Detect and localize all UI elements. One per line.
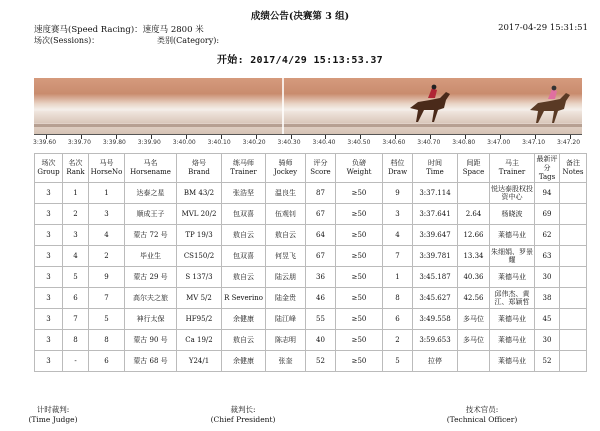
column-header [560, 154, 587, 183]
table-row [35, 351, 587, 372]
table-row [35, 246, 587, 267]
table-cell: 毕业生 [125, 246, 177, 267]
table-cell: 55 [306, 309, 336, 330]
column-header [266, 154, 306, 183]
table-header-row [35, 154, 587, 183]
table-cell: 52 [306, 351, 336, 372]
table-cell: ≥50 [336, 330, 383, 351]
table-cell: 3 [89, 204, 125, 225]
timeline-tick [242, 135, 266, 146]
table-cell: 3:59.653 [413, 330, 458, 351]
table-cell: 3 [63, 225, 89, 246]
table-cell: 67 [306, 204, 336, 225]
timeline-tick-label: 3:47.20 [557, 139, 581, 146]
column-header-en: Horsename [130, 168, 171, 176]
table-cell: 3 [35, 246, 63, 267]
table-cell: 1 [89, 183, 125, 204]
table-cell: 莱德马业 [490, 309, 535, 330]
table-cell [560, 330, 587, 351]
table-cell: 陈志明 [266, 330, 306, 351]
table-cell: 拉停 [413, 351, 458, 372]
timeline-tick [557, 135, 581, 146]
table-cell: 9 [383, 183, 413, 204]
column-header-cn: 马号 [99, 159, 114, 167]
table-cell [560, 288, 587, 309]
column-header-cn: 练马师 [233, 159, 254, 167]
table-cell: 莱德马业 [490, 225, 535, 246]
table-cell: 40.36 [458, 267, 490, 288]
second-horse-icon [524, 78, 574, 128]
column-header-cn: 档位 [390, 159, 405, 167]
timeline-tick [417, 135, 441, 146]
table-cell: 温良生 [266, 183, 306, 204]
table-cell: 余健康 [222, 309, 266, 330]
column-header-cn: 烙号 [192, 159, 206, 167]
table-cell: 3:39.647 [413, 225, 458, 246]
table-cell: ≥50 [336, 309, 383, 330]
column-header-en: Tags [538, 172, 556, 181]
table-row [35, 183, 587, 204]
table-cell [458, 183, 490, 204]
table-cell: 30 [535, 267, 560, 288]
photo-finish-image [34, 78, 582, 134]
table-cell: 63 [535, 246, 560, 267]
time-judge-signature [18, 405, 88, 424]
table-cell: 87 [306, 183, 336, 204]
column-header-cn: 负磅 [352, 159, 366, 167]
table-cell: 悦达泰股权投资中心 [490, 183, 535, 204]
table-cell: 蒙古 72 号 [125, 225, 177, 246]
table-cell: 3 [35, 309, 63, 330]
timeline-tick [312, 135, 336, 146]
report-title: 成绩公告(决赛第 3 组) [250, 11, 350, 22]
table-cell: 张浩坚 [222, 183, 266, 204]
table-cell: HF95/2 [177, 309, 222, 330]
tech-en: (Technical Officer) [446, 414, 518, 424]
table-cell: 45 [535, 309, 560, 330]
table-cell: 1 [383, 267, 413, 288]
column-header-cn: 间距 [466, 159, 481, 167]
table-cell: 8 [383, 288, 413, 309]
table-cell: 敖自云 [222, 225, 266, 246]
column-header [35, 154, 63, 183]
table-cell: 邱伟杰、黄江、郑颖哲 [490, 288, 535, 309]
timeline-tick-label: 3:40.00 [172, 139, 196, 146]
track-rail [34, 124, 582, 127]
chief-cn: 裁判长: [230, 405, 256, 414]
technical-officer-signature [432, 405, 532, 424]
track-surface [34, 111, 582, 123]
column-header-en: Draw [387, 168, 408, 176]
column-header-cn: 骑师 [278, 159, 293, 167]
table-row [35, 309, 587, 330]
table-cell: 包双喜 [222, 204, 266, 225]
table-cell: 8 [63, 330, 89, 351]
chief-en: (Chief President) [210, 414, 276, 424]
timeline-tick-label: 3:40.20 [242, 139, 266, 146]
results-table [34, 153, 587, 372]
table-cell: ≥50 [336, 204, 383, 225]
column-header [63, 154, 89, 183]
timeline-tick [102, 135, 126, 146]
table-cell: 8 [89, 330, 125, 351]
column-header [383, 154, 413, 183]
table-cell: 莱德马业 [490, 351, 535, 372]
timeline-tick [382, 135, 406, 146]
table-cell: 3:45.627 [413, 288, 458, 309]
table-cell: 3 [35, 183, 63, 204]
table-cell: 12.66 [458, 225, 490, 246]
table-cell: R Severino [222, 288, 266, 309]
table-row [35, 288, 587, 309]
table-cell: 蒙古 29 号 [125, 267, 177, 288]
table-cell: MVL 20/2 [177, 204, 222, 225]
column-header [222, 154, 266, 183]
table-row [35, 330, 587, 351]
table-cell: 13.34 [458, 246, 490, 267]
race-info: 速度赛马(Speed Racing)：速度马 2800 米 [34, 25, 204, 35]
table-row [35, 204, 587, 225]
table-cell: 42.56 [458, 288, 490, 309]
timeline-tick-label: 3:39.80 [102, 139, 126, 146]
timeline-tick [487, 135, 511, 146]
table-cell: 3:45.187 [413, 267, 458, 288]
timeline-tick-label: 3:39.90 [137, 139, 161, 146]
column-header-en: Rank [66, 168, 85, 176]
table-cell: ≥50 [336, 351, 383, 372]
table-cell: 9 [89, 267, 125, 288]
table-cell: 3 [35, 351, 63, 372]
timeline-tick-label: 3:47.00 [487, 139, 511, 146]
table-cell: 69 [535, 204, 560, 225]
table-cell: 多马位 [458, 309, 490, 330]
table-cell: 3:49.558 [413, 309, 458, 330]
table-cell: 3:39.781 [413, 246, 458, 267]
table-cell: 5 [383, 351, 413, 372]
table-cell [560, 225, 587, 246]
column-header-en: HorseNo [90, 168, 123, 176]
column-header [125, 154, 177, 183]
lead-horse-icon [404, 78, 454, 128]
column-header-cn: 时间 [428, 159, 442, 167]
column-header-en: Score [310, 168, 331, 176]
time-judge-cn: 计时裁判: [36, 405, 70, 414]
table-cell: 46 [306, 288, 336, 309]
timeline-tick-label: 3:40.30 [277, 139, 301, 146]
timeline-tick [347, 135, 371, 146]
table-cell: 3 [35, 330, 63, 351]
table-cell: 朱细娟、罗景耀 [490, 246, 535, 267]
timeline-tick-label: 3:40.50 [347, 139, 371, 146]
table-cell: 4 [383, 225, 413, 246]
table-cell: 64 [306, 225, 336, 246]
table-body [35, 183, 587, 372]
column-header [177, 154, 222, 183]
table-cell: 顺成王子 [125, 204, 177, 225]
table-cell: ≥50 [336, 225, 383, 246]
table-row [35, 267, 587, 288]
table-cell: 神行太保 [125, 309, 177, 330]
category-label: 类别(Category): [157, 36, 220, 45]
column-header [490, 154, 535, 183]
timeline-tick [67, 135, 91, 146]
table-cell: 包双喜 [222, 246, 266, 267]
table-cell: 67 [306, 246, 336, 267]
table-cell: 30 [535, 330, 560, 351]
table-cell: 1 [63, 183, 89, 204]
table-cell [458, 351, 490, 372]
timeline-tick [452, 135, 476, 146]
table-cell [560, 204, 587, 225]
report-datetime: 2017-04-29 15:31:51 [498, 23, 588, 33]
table-cell: 3 [383, 204, 413, 225]
table-cell: 陆云朋 [266, 267, 306, 288]
chief-president-signature [198, 405, 288, 424]
table-cell: 2 [383, 330, 413, 351]
table-cell: 何昱飞 [266, 246, 306, 267]
table-cell: ≥50 [336, 246, 383, 267]
table-cell: 敖自云 [222, 267, 266, 288]
column-header-en: Time [426, 168, 444, 176]
column-header-en: Brand [188, 168, 210, 176]
table-cell: MV 5/2 [177, 288, 222, 309]
table-cell [560, 267, 587, 288]
table-cell: 4 [63, 246, 89, 267]
table-cell: 蒙古 68 号 [125, 351, 177, 372]
timeline-tick [207, 135, 231, 146]
table-cell: 达泰之星 [125, 183, 177, 204]
table-cell: S 137/3 [177, 267, 222, 288]
tech-cn: 技术官员: [465, 405, 499, 414]
table-cell: - [63, 351, 89, 372]
column-header-en: Trainer [498, 168, 526, 176]
timeline-tick [172, 135, 196, 146]
table-cell: 5 [63, 267, 89, 288]
table-cell: 3:37.114 [413, 183, 458, 204]
sessions-label: 场次(Sessions)： [34, 36, 100, 45]
table-cell: CS150/2 [177, 246, 222, 267]
column-header-cn: 评分 [313, 159, 328, 167]
timeline-tick-label: 3:39.70 [67, 139, 91, 146]
timeline-tick-label: 3:40.80 [452, 139, 476, 146]
table-cell: 7 [383, 246, 413, 267]
column-header [458, 154, 490, 183]
table-cell: Y24/1 [177, 351, 222, 372]
table-cell: 40 [306, 330, 336, 351]
table-cell: 3:37.641 [413, 204, 458, 225]
column-header [306, 154, 336, 183]
column-header-en: Space [462, 168, 485, 176]
finish-line [282, 78, 284, 134]
column-header-en: Group [37, 168, 60, 176]
start-time: 开始: 2017/4/29 15:13:53.37 [217, 55, 383, 66]
timeline-tick-label: 3:40.10 [207, 139, 231, 146]
table-cell: ≥50 [336, 288, 383, 309]
table-cell: 莱德马业 [490, 330, 535, 351]
table-cell: 敖自云 [266, 225, 306, 246]
table-cell [560, 246, 587, 267]
table-cell: ≥50 [336, 267, 383, 288]
timeline-tick-label: 3:40.70 [417, 139, 441, 146]
table-cell: 4 [89, 225, 125, 246]
column-header-cn: 最新评分 [536, 154, 558, 172]
table-cell: 陆江峰 [266, 309, 306, 330]
table-cell: 62 [535, 225, 560, 246]
time-judge-en: (Time Judge) [28, 414, 78, 424]
table-cell [560, 183, 587, 204]
column-header-cn: 场次 [41, 159, 56, 167]
table-cell: 3 [35, 288, 63, 309]
column-header-en: Notes [562, 168, 584, 176]
table-cell: 敖自云 [222, 330, 266, 351]
table-cell: 2 [89, 246, 125, 267]
column-header [89, 154, 125, 183]
table-cell: 3 [35, 204, 63, 225]
column-header [336, 154, 383, 183]
timeline-tick [522, 135, 546, 146]
table-cell: 38 [535, 288, 560, 309]
table-cell: 张奎 [266, 351, 306, 372]
table-cell: 陆金贵 [266, 288, 306, 309]
column-header-cn: 马主 [505, 159, 519, 167]
table-cell: Ca 19/2 [177, 330, 222, 351]
timeline-tick-label: 3:39.60 [33, 139, 57, 146]
table-cell: 多马位 [458, 330, 490, 351]
table-cell: 蒙古 90 号 [125, 330, 177, 351]
column-header [535, 154, 560, 183]
column-header-cn: 名次 [68, 159, 83, 167]
table-cell: 余健康 [222, 351, 266, 372]
table-cell: 3 [35, 225, 63, 246]
table-cell: 6 [383, 309, 413, 330]
timeline-tick [33, 135, 57, 146]
table-cell: 52 [535, 351, 560, 372]
timeline-tick-label: 3:47.10 [522, 139, 546, 146]
column-header-cn: 马名 [143, 159, 158, 167]
table-cell: 5 [89, 309, 125, 330]
timeline-tick-label: 3:40.60 [382, 139, 406, 146]
column-header-en: Trainer [230, 168, 257, 176]
column-header [413, 154, 458, 183]
column-header-en: Jockey [273, 168, 298, 176]
table-cell: 高尔夫之旅 [125, 288, 177, 309]
table-cell: 36 [306, 267, 336, 288]
photo-finish-timeline [34, 134, 582, 151]
table-cell: 3 [35, 267, 63, 288]
table-cell: 2.64 [458, 204, 490, 225]
timeline-tick [277, 135, 301, 146]
table-cell [560, 309, 587, 330]
table-cell: 莱德马业 [490, 267, 535, 288]
column-header-en: Weight [346, 168, 372, 176]
table-cell: 7 [89, 288, 125, 309]
timeline-tick [137, 135, 161, 146]
table-cell: 伍观钊 [266, 204, 306, 225]
table-cell: 2 [63, 204, 89, 225]
table-cell: 6 [63, 288, 89, 309]
table-cell [560, 351, 587, 372]
table-cell: 7 [63, 309, 89, 330]
table-cell: 杨晓波 [490, 204, 535, 225]
table-cell: ≥50 [336, 183, 383, 204]
table-cell: 94 [535, 183, 560, 204]
timeline-tick-label: 3:40.40 [312, 139, 336, 146]
table-cell: TP 19/3 [177, 225, 222, 246]
table-row [35, 225, 587, 246]
column-header-cn: 备注 [566, 159, 580, 167]
table-cell: BM 43/2 [177, 183, 222, 204]
table-cell: 6 [89, 351, 125, 372]
